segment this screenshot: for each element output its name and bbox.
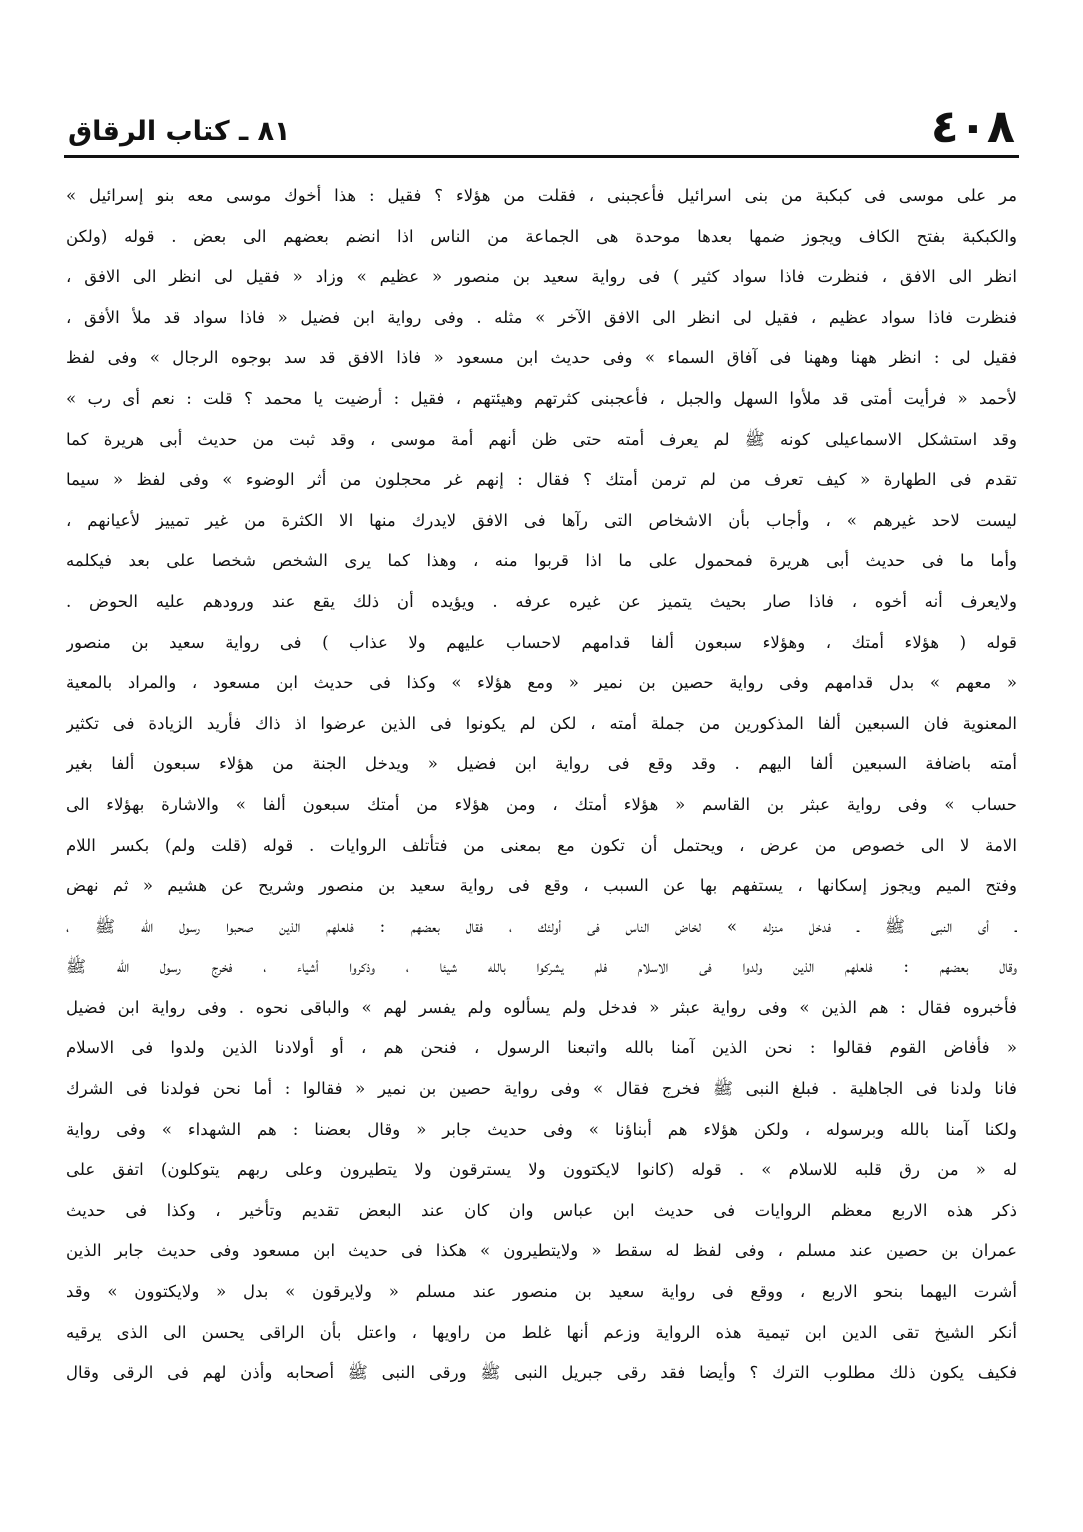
- text-line: حساب » وفى رواية عبثر بن القاسم « هؤلاء أمتك ، ومن هؤلاء من أمتك سبعون ألفا » والاشارة بهؤلاء الى: [66, 794, 1017, 814]
- text-line: أشرت اليهما بنحو الاربع ، ووقع فى رواية سعيد بن منصور عند مسلم « ولايرقون » بدل « ولايكتوون » وقد: [66, 1282, 1017, 1302]
- text-line: له « من رق قلبه للاسلام » . قوله (كانوا لايكتوون ولا يسترقون ولا يتطيرون وعلى ربهم يتوكلون) اتفق على: [66, 1160, 1017, 1180]
- page-number: ٤٠٨: [930, 99, 1015, 153]
- text-line: الامة لا الى خصوص من عرض ، ويحتمل أن تكون مع بمعنى من فتأتلف الروايات . قوله (قلت ولم) بكسر اللام: [66, 835, 1017, 855]
- text-line: وأما ما فى حديث أبى هريرة فمحمول على ما اذا قربوا منه ، وهذا كما يرى الشخص شخصا على بعد فيكلمه: [66, 551, 1017, 571]
- text-line: « فأفاض القوم فقالوا : نحن الذين آمنا بالله واتبعنا الرسول ، فنحن هم ، أو أولادنا الذين ولدوا فى الاسلام: [66, 1038, 1017, 1058]
- text-line: لأحمد « فرأيت أمتى قد ملأوا السهل والجبل ، فأعجبنى كثرتهم وهيئتهم ، فقيل : أرضيت يا محمد ؟ قلت : نعم أى رب »: [66, 388, 1017, 408]
- text-line: انظر الى الافق ، فنظرت فاذا سواد كثير ) فى رواية سعيد بن منصور « عظيم » وزاد « فقيل لى انظر الى الافق ،: [66, 267, 1017, 287]
- text-line: المعنوية فان السبعين ألفا المذكورين من جملة أمته ، لكن لم يكونوا فى الذين عرضوا اذ ذاك فأريد الزيادة فى تكثير: [66, 713, 1017, 733]
- text-line: فقيل لى : انظر ههنا وههنا فى آفاق السماء » وفى حديث ابن مسعود « فاذا الافق قد سد بوجوه الرجال » وفى لفظ: [66, 348, 1017, 368]
- text-line: وقد استشكل الاسماعيلى كونه ﷺ لم يعرف أمته حتى ظن أنهم أمة موسى ، وقد ثبت من حديث أبى هريرة كما: [66, 429, 1017, 449]
- text-line: فأخبروه فقال : هم الذين » وفى رواية عبثر « فدخل ولم يسألوه ولم يفسر لهم » والباقى نحوه . وفى رواية ابن فضيل: [66, 997, 1017, 1017]
- text-line: وقال بعضهم : فلعلهم الذين ولدوا فى الاسلام فلم يشركوا بالله شيئا ، وذكروا أشياء ، فخرج رسول الله ﷺ: [66, 957, 1017, 977]
- body-text: [66, 176, 1017, 1394]
- text-line: تقدم فى الطهارة « كيف تعرف من لم ترمن أمتك ؟ فقال : إنهم غر محجلون من أثر الوضوء » وفى لفظ « سيما: [66, 470, 1017, 490]
- text-line: أنكر الشيخ تقى الدين ابن تيمية هذه الرواية وزعم أنها غلط من راويها ، واعتل بأن الراقى يحسن الى الذى يرقيه: [66, 1322, 1017, 1342]
- page-header: [68, 100, 1015, 152]
- text-line: ذكر هذه الاربع معظم الروايات فى حديث ابن عباس وان كان عند البعض تقديم وتأخير ، وكذا فى حديث: [66, 1200, 1017, 1220]
- text-line: أمته باضافة السبعين ألفا اليهم . وقد وقع فى رواية ابن فضيل « ويدخل الجنة من هؤلاء سبعون ألفا بغير: [66, 754, 1017, 774]
- text-line: فنظرت فاذا سواد عظيم ، فقيل لى انظر الى الافق الآخر » مثله . وفى رواية ابن فضيل « فاذا سواد قد ملأ الأفق ،: [66, 307, 1017, 327]
- text-line: عمران بن حصين عند مسلم ، وفى لفظ له سقط « ولايتطيرون » هكذا فى حديث ابن مسعود وفى حديث جابر الذين: [66, 1241, 1017, 1261]
- text-line: والكبكبة بفتح الكاف ويجوز ضمها بعدها موحدة هى الجماعة من الناس اذا انضم بعضهم الى بعض . قوله (ولكن: [66, 226, 1017, 246]
- text-line: فانا ولدنا فى الجاهلية . فبلغ النبى ﷺ فخرج فقال » وفى رواية حصين بن نمير « فقالوا : أما نحن فولدنا فى الشرك: [66, 1079, 1017, 1099]
- text-line: فكيف يكون ذلك مطلوب الترك ؟ وأيضا فقد رقى جبريل النبى ﷺ ورقى النبى ﷺ أصحابه وأذن لهم فى الرقى وقال: [66, 1363, 1017, 1383]
- text-line: ولكنا آمنا بالله وبرسوله ، ولكن هؤلاء هم أبناؤنا » وفى حديث جابر « وقال بعضنا : هم الشهداء » وفى رواية: [66, 1119, 1017, 1139]
- text-line: ليست لاحد غيرهم » ، وأجاب بأن الاشخاص التى رآها فى الافق لايدرك منها الا الكثرة من غير تمييز لأعيانهم ،: [66, 510, 1017, 530]
- text-line: مر على موسى فى كبكبة من بنى اسرائيل فأعجبنى ، فقلت من هؤلاء ؟ فقيل : هذا أخوك موسى معه بنو إسرائيل »: [66, 186, 1017, 205]
- text-line: « معهم » بدل قدامهم وفى رواية حصين بن نمير « ومع هؤلاء » وكذا فى حديث ابن مسعود ، والمراد بالمعية: [66, 673, 1017, 693]
- text-line: ـ أى النبى ﷺ ـ فدخل منزله » لخاض الناس فى أولئك ، فقال بعضهم : فلعلهم الذين صحبوا رسول الله ﷺ ،: [66, 916, 1017, 936]
- text-line: وفتح الميم ويجوز إسكانها ، يستفهم بها عن السبب ، وقع فى رواية سعيد بن منصور وشريح عن هشيم « ثم نهض: [66, 876, 1017, 896]
- running-head: ٨١ ـ كتاب الرقاق: [68, 116, 291, 147]
- text-line: ولايعرف أنه أخوه ، فاذا صار بحيث يتميز عن غيره عرفه . ويؤيده أن ذلك يقع عند ورودهم عليه الحوض .: [66, 591, 1017, 611]
- text-line: قوله ( هؤلاء أمتك ، وهؤلاء سبعون ألفا قدامهم لاحساب عليهم ولا عذاب ) فى رواية سعيد بن منصور: [66, 632, 1017, 652]
- header-rule: [64, 155, 1019, 158]
